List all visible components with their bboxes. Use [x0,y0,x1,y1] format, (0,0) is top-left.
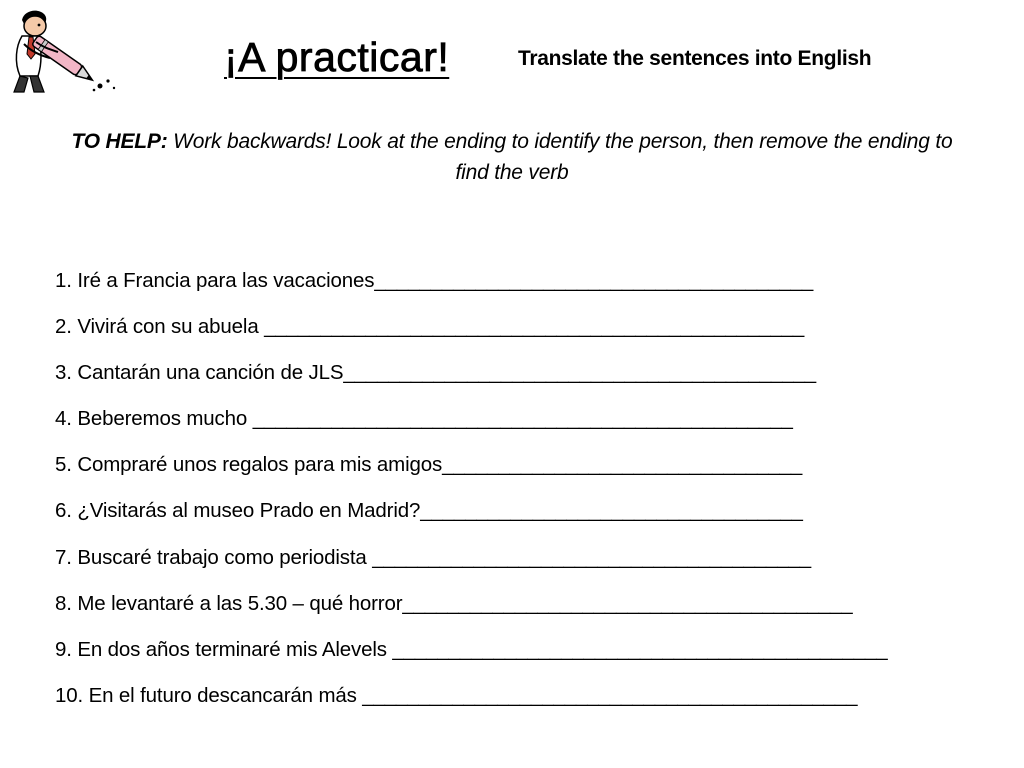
sentence-5: 5. Compraré unos regalos para mis amigos________________________________ [55,453,803,477]
instruction-text: Translate the sentences into English [518,47,872,70]
help-note [70,126,954,188]
writer-clipart [8,6,120,96]
sentence-2: 2. Vivirá con su abuela ________________________________________________ [55,315,805,339]
page-title: ¡A practicar! [224,34,450,80]
sentence-4: 4. Beberemos mucho ________________________________________________ [55,407,793,431]
sentence-6: 6. ¿Visitarás al museo Prado en Madrid?__________________________________ [55,499,803,523]
help-text: Work backwards! Look at the ending to identify the person, then remove the ending to find the verb [173,130,953,184]
help-label: TO HELP: [71,130,168,153]
sentence-7: 7. Buscaré trabajo como periodista _______________________________________ [55,545,812,569]
sentence-10: 10. En el futuro descancarán más ____________________________________________ [55,683,858,707]
sentence-list [55,266,887,727]
person-with-giant-pen-icon [8,6,120,96]
sentence-1: 1. Iré a Francia para las vacaciones_______________________________________ [55,269,814,292]
sentence-9: 9. En dos años terminaré mis Alevels ____________________________________________ [55,637,888,661]
sentence-3: 3. Cantarán una canción de JLS__________________________________________ [55,361,816,385]
sentence-8: 8. Me levantaré a las 5.30 – qué horror________________________________________ [55,591,853,615]
